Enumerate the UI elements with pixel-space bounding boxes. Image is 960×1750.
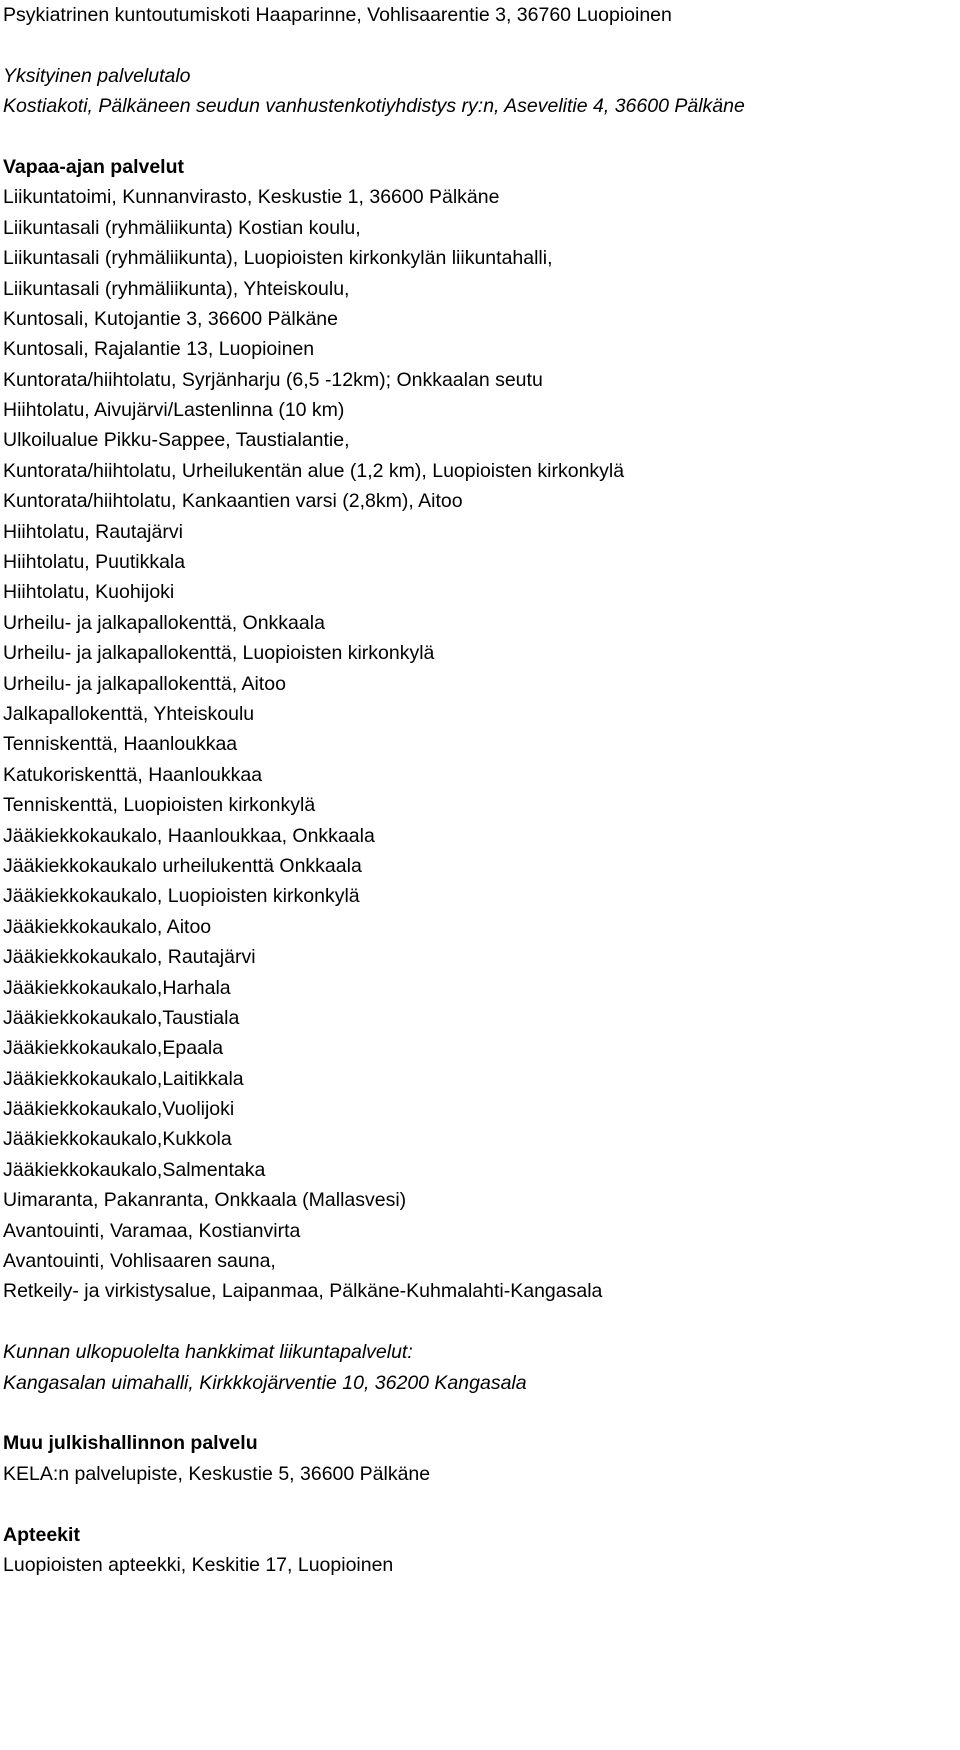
document-page (3, 0, 953, 1580)
list-item: Liikuntasali (ryhmäliikunta), Yhteiskoulu, (3, 277, 350, 300)
list-item: Kuntorata/hiihtolatu, Urheilukentän alue (1,2 km), Luopioisten kirkonkylä (3, 459, 625, 482)
list-item: Hiihtolatu, Aivujärvi/Lastenlinna (10 km) (3, 399, 345, 422)
list-item: Jääkiekkokaukalo,Kukkola (3, 1128, 232, 1151)
list-item: Urheilu- ja jalkapallokenttä, Luopioisten kirkonkylä (3, 642, 435, 665)
list-item: Jääkiekkokaukalo,Epaala (3, 1037, 224, 1060)
list-item: Jääkiekkokaukalo,Harhala (3, 976, 231, 999)
pharmacy-section-item: Luopioisten apteekki, Keskitie 17, Luopioinen (3, 1553, 394, 1576)
public-section (3, 1428, 953, 1489)
list-item: Avantouinti, Varamaa, Kostianvirta (3, 1219, 301, 1242)
public-section-heading: Muu julkishallinnon palvelu (3, 1432, 258, 1455)
list-item: Jalkapallokenttä, Yhteiskoulu (3, 702, 255, 725)
list-item: Kuntorata/hiihtolatu, Kankaantien varsi (2,8km), Aitoo (3, 490, 463, 513)
leisure-section-heading: Vapaa-ajan palvelut (3, 155, 184, 178)
leisure-list (3, 182, 953, 1306)
list-item: Liikuntasali (ryhmäliikunta), Luopioisten kirkonkylän liikuntahalli, (3, 247, 553, 270)
outside-section-heading: Kunnan ulkopuolelta hankkimat liikuntapalvelut: (3, 1341, 413, 1364)
spacer (3, 1489, 953, 1519)
list-item: Kuntosali, Kutojantie 3, 36600 Pälkäne (3, 307, 338, 330)
outside-section-item: Kangasalan uimahalli, Kirkkkojärventie 10, 36200 Kangasala (3, 1371, 527, 1394)
pharmacy-section (3, 1520, 953, 1581)
list-item: Jääkiekkokaukalo, Aitoo (3, 915, 212, 938)
list-item: Retkeily- ja virkistysalue, Laipanmaa, Pälkäne-Kuhmalahti-Kangasala (3, 1280, 603, 1303)
list-item: Hiihtolatu, Rautajärvi (3, 520, 183, 543)
list-item: Hiihtolatu, Kuohijoki (3, 581, 175, 604)
list-item: Urheilu- ja jalkapallokenttä, Onkkaala (3, 611, 325, 634)
leisure-section (3, 152, 953, 1307)
list-item: Liikuntasali (ryhmäliikunta) Kostian koulu, (3, 216, 361, 239)
list-item: Liikuntatoimi, Kunnanvirasto, Keskustie 1, 36600 Pälkäne (3, 186, 500, 209)
pharmacy-section-heading: Apteekit (3, 1523, 80, 1546)
list-item: Jääkiekkokaukalo,Vuolijoki (3, 1098, 235, 1121)
list-item: Uimaranta, Pakanranta, Onkkaala (Mallasvesi) (3, 1189, 407, 1212)
list-item: Tenniskenttä, Luopioisten kirkonkylä (3, 794, 316, 817)
top-line: Psykiatrinen kuntoutumiskoti Haaparinne, Vohlisaarentie 3, 36760 Luopioinen (3, 4, 672, 26)
list-item: Jääkiekkokaukalo,Salmentaka (3, 1158, 266, 1181)
private-section (3, 61, 953, 122)
list-item: Kuntosali, Rajalantie 13, Luopioinen (3, 338, 315, 361)
list-item: Jääkiekkokaukalo, Rautajärvi (3, 946, 256, 969)
spacer (3, 30, 953, 60)
list-item: Jääkiekkokaukalo,Laitikkala (3, 1067, 244, 1090)
outside-section (3, 1337, 953, 1398)
list-item: Ulkoilualue Pikku-Sappee, Taustialantie, (3, 429, 350, 452)
list-item: Katukoriskenttä, Haanloukkaa (3, 763, 263, 786)
private-section-item: Kostiakoti, Pälkäneen seudun vanhustenkotiyhdistys ry:n, Asevelitie 4, 36600 Pälkäne (3, 95, 745, 118)
private-section-heading: Yksityinen palvelutalo (3, 64, 191, 87)
list-item: Hiihtolatu, Puutikkala (3, 551, 186, 574)
list-item: Jääkiekkokaukalo,Taustiala (3, 1006, 240, 1029)
list-item: Kuntorata/hiihtolatu, Syrjänharju (6,5 -12km); Onkkaalan seutu (3, 368, 543, 391)
spacer (3, 1307, 953, 1337)
list-item: Jääkiekkokaukalo, Luopioisten kirkonkylä (3, 885, 360, 908)
list-item: Avantouinti, Vohlisaaren sauna, (3, 1250, 276, 1273)
spacer (3, 122, 953, 152)
list-item: Tenniskenttä, Haanloukkaa (3, 733, 238, 756)
public-section-item: KELA:n palvelupiste, Keskustie 5, 36600 Pälkäne (3, 1462, 431, 1485)
list-item: Jääkiekkokaukalo, Haanloukkaa, Onkkaala (3, 824, 375, 847)
list-item: Urheilu- ja jalkapallokenttä, Aitoo (3, 672, 286, 695)
list-item: Jääkiekkokaukalo urheilukenttä Onkkaala (3, 854, 362, 877)
spacer (3, 1398, 953, 1428)
